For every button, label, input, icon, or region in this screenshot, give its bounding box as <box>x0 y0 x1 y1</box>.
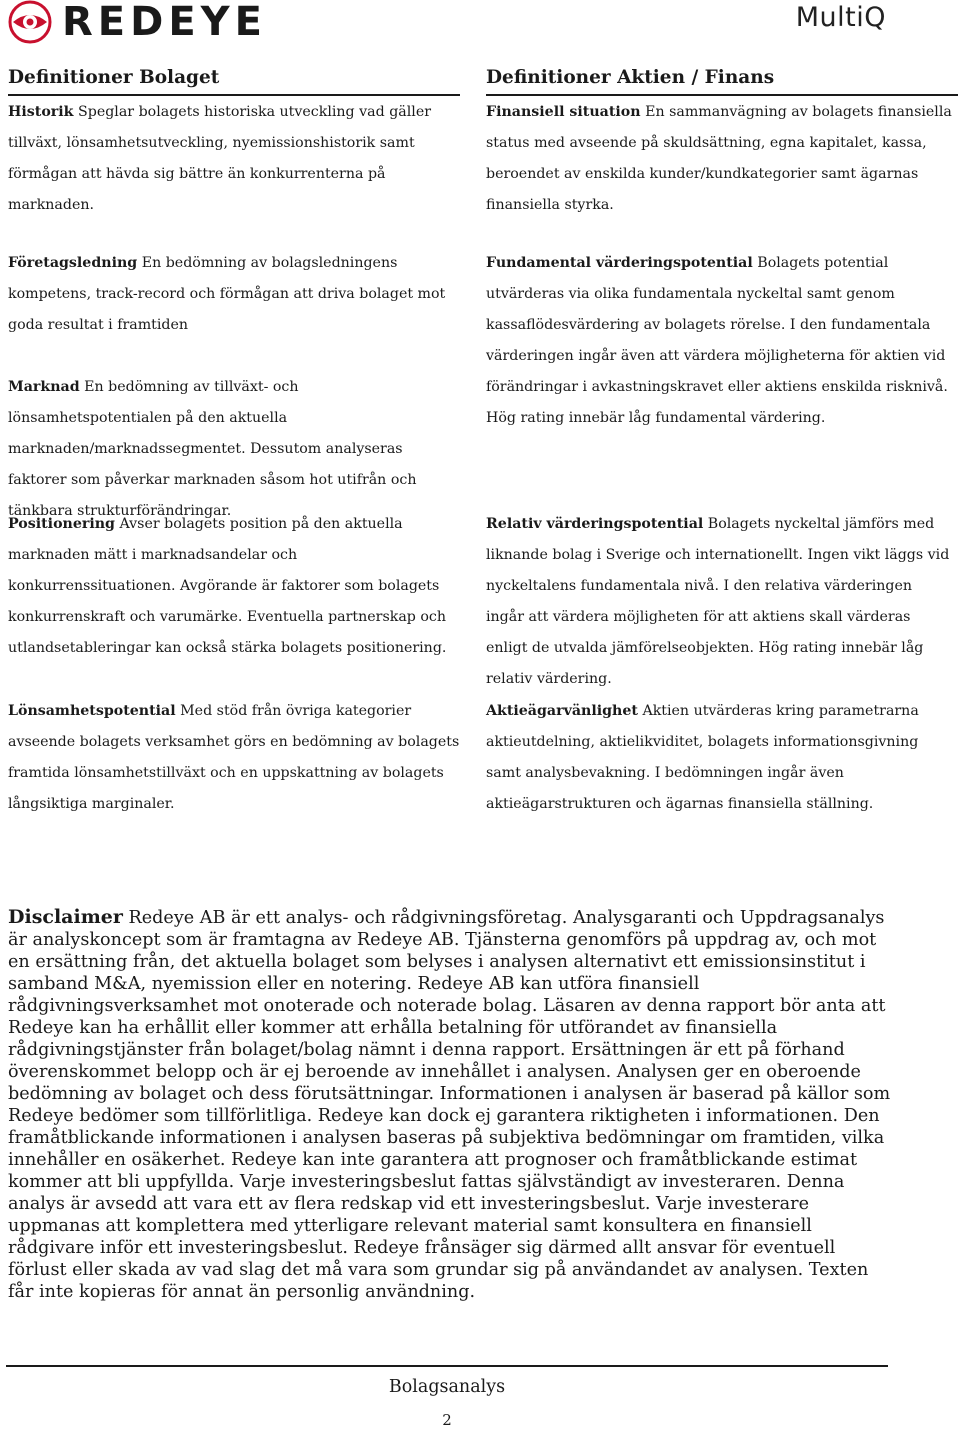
term-aktieagarvanlighet: Aktieägarvänlighet <box>486 703 638 719</box>
text-positionering: Avser bolagets position på den aktuella marknaden mätt i marknadsandelar och konkurrenssituationen. Avgörande är faktorer som bolagets konkurrenskraft och varumärke. Eventuella partnerskap och utlandsetableringar kan också stärka bolagets positionering. <box>8 516 447 656</box>
disclaimer-term: Disclaimer <box>8 906 123 928</box>
disclaimer-text: Redeye AB är ett analys- och rådgivningsföretag. Analysgaranti och Uppdragsanalys är analyskoncept som är framtagna av Redeye AB. Tjänsterna genomförs på uppdrag av, och mot en ersättning från, det aktuella bolaget som belyses i analysen alternativt ett emissionsinstitut i samband M&A, nyemission eller en notering. Redeye AB kan utföra finansiell rådgivningsverksamhet mot onoterade och noterade bolag. Läsaren av denna rapport bör anta att Redeye kan ha erhållit eller kommer att erhålla betalning för utförandet av finansiella rådgivningstjänster från bolaget/bolag nämnt i denna rapport. Ersättningen är ett på förhand överenskommet belopp och är ej beroende av innehållet i analysen. Analysen ger en oberoende bedömning av bolaget och dess förutsättningar. Informationen i analysen är baserad på källor som Redeye bedömer som tillförlitliga. Redeye kan dock ej garantera riktigheten i informationen. Den framåtblickande informationen i analysen baseras på subjektiva bedömningar om framtiden, vilka innehåller en osäkerhet. Redeye kan inte garantera att prognoser och framåtblickande estimat kommer att bli uppfyllda. Varje investeringsbeslut fattas självständigt av investeraren. Denna analys är avsedd att vara ett av flera redskap vid ett investeringsbeslut. Varje investerare uppmanas att komplettera med ytterligare relevant material samt konsultera en finansiell rådgivare inför ett investeringsbeslut. Redeye frånsäger sig därmed allt ansvar för eventuell förlust eller skada av vad slag det må vara som grundar sig på användandet av analysen. Texten får inte kopieras för annat än personlig användning. <box>8 908 891 1302</box>
text-marknad: En bedömning av tillväxt- och lönsamhetspotentialen på den aktuella marknaden/marknadssegmentet. Dessutom analyseras faktorer som påverkar marknaden såsom hot utifrån och tänkbara strukturförändringar. <box>8 379 417 519</box>
logo-wordmark: REDEYE <box>62 0 267 45</box>
redeye-logo <box>8 0 267 44</box>
definition-aktieagarvanlighet <box>486 696 952 820</box>
disclaimer <box>8 906 898 1303</box>
term-foretagsledning: Företagsledning <box>8 255 138 271</box>
term-fundamental-varderingspotential: Fundamental värderingspotential <box>486 255 753 271</box>
redeye-eye-icon <box>8 0 52 44</box>
term-marknad: Marknad <box>8 379 80 395</box>
text-foretagsledning: En bedömning av bolagsledningens kompetens, track-record och förmågan att driva bolaget mot goda resultat i framtiden <box>8 255 446 333</box>
definition-foretagsledning <box>8 248 460 341</box>
footer-divider <box>6 1365 888 1367</box>
definition-finansiell-situation <box>486 97 952 221</box>
text-finansiell-situation: En sammanvägning av bolagets finansiella status med avseende på skuldsättning, egna kapitalet, kassa, beroendet av enskilda kunder/kundkategorier samt ägarnas finansiella styrka. <box>486 104 952 213</box>
term-positionering: Positionering <box>8 516 115 532</box>
text-aktieagarvanlighet: Aktien utvärderas kring parametrarna aktieutdelning, aktielikviditet, bolagets informationsgivning samt analysbevakning. I bedömningen ingår även aktieägarstrukturen och ägarnas finansiella ställning. <box>486 703 919 812</box>
text-fundamental-varderingspotential: Bolagets potential utvärderas via olika fundamentala nyckeltal samt genom kassaflödesvärdering av bolagets rörelse. I den fundamentala värderingen ingår även att värdera möjligheterna för aktien vid förändringar i avkastningskravet eller aktiens enskilda risknivå. Hög rating innebär låg fundamental värdering. <box>486 255 948 426</box>
heading-definitioner-bolaget: Definitioner Bolaget <box>8 67 460 96</box>
text-historik: Speglar bolagets historiska utveckling vad gäller tillväxt, lönsamhetsutveckling, nyemissionshistorik samt förmågan att hävda sig bättre än konkurrenterna på marknaden. <box>8 104 431 213</box>
term-lonsamhetspotential: Lönsamhetspotential <box>8 703 176 719</box>
text-relativ-varderingspotential: Bolagets nyckeltal jämförs med liknande bolag i Sverige och internationellt. Ingen vikt läggs vid nyckeltalens fundamentala nivå. I den relativa värderingen ingår att värdera möjligheten för att aktiens skall värderas enligt de utvalda jämförelseobjekten. Hög rating innebär låg relativ värdering. <box>486 516 950 687</box>
term-historik: Historik <box>8 104 74 120</box>
definition-lonsamhetspotential <box>8 696 460 820</box>
term-relativ-varderingspotential: Relativ värderingspotential <box>486 516 704 532</box>
definition-fundamental-varderingspotential <box>486 248 952 434</box>
definition-relativ-varderingspotential <box>486 509 952 695</box>
footer-title: Bolagsanalys <box>388 1377 506 1397</box>
heading-definitioner-aktien-finans: Definitioner Aktien / Finans <box>486 67 958 96</box>
definition-positionering <box>8 509 460 664</box>
page-number: 2 <box>442 1411 452 1429</box>
definition-historik <box>8 97 460 221</box>
product-name: MultiQ <box>795 2 886 33</box>
definition-marknad <box>8 372 460 527</box>
text-lonsamhetspotential: Med stöd från övriga kategorier avseende bolagets verksamhet görs en bedömning av bolagets framtida lönsamhetstillväxt och en uppskattning av bolagets långsiktiga marginaler. <box>8 703 460 812</box>
term-finansiell-situation: Finansiell situation <box>486 104 641 120</box>
